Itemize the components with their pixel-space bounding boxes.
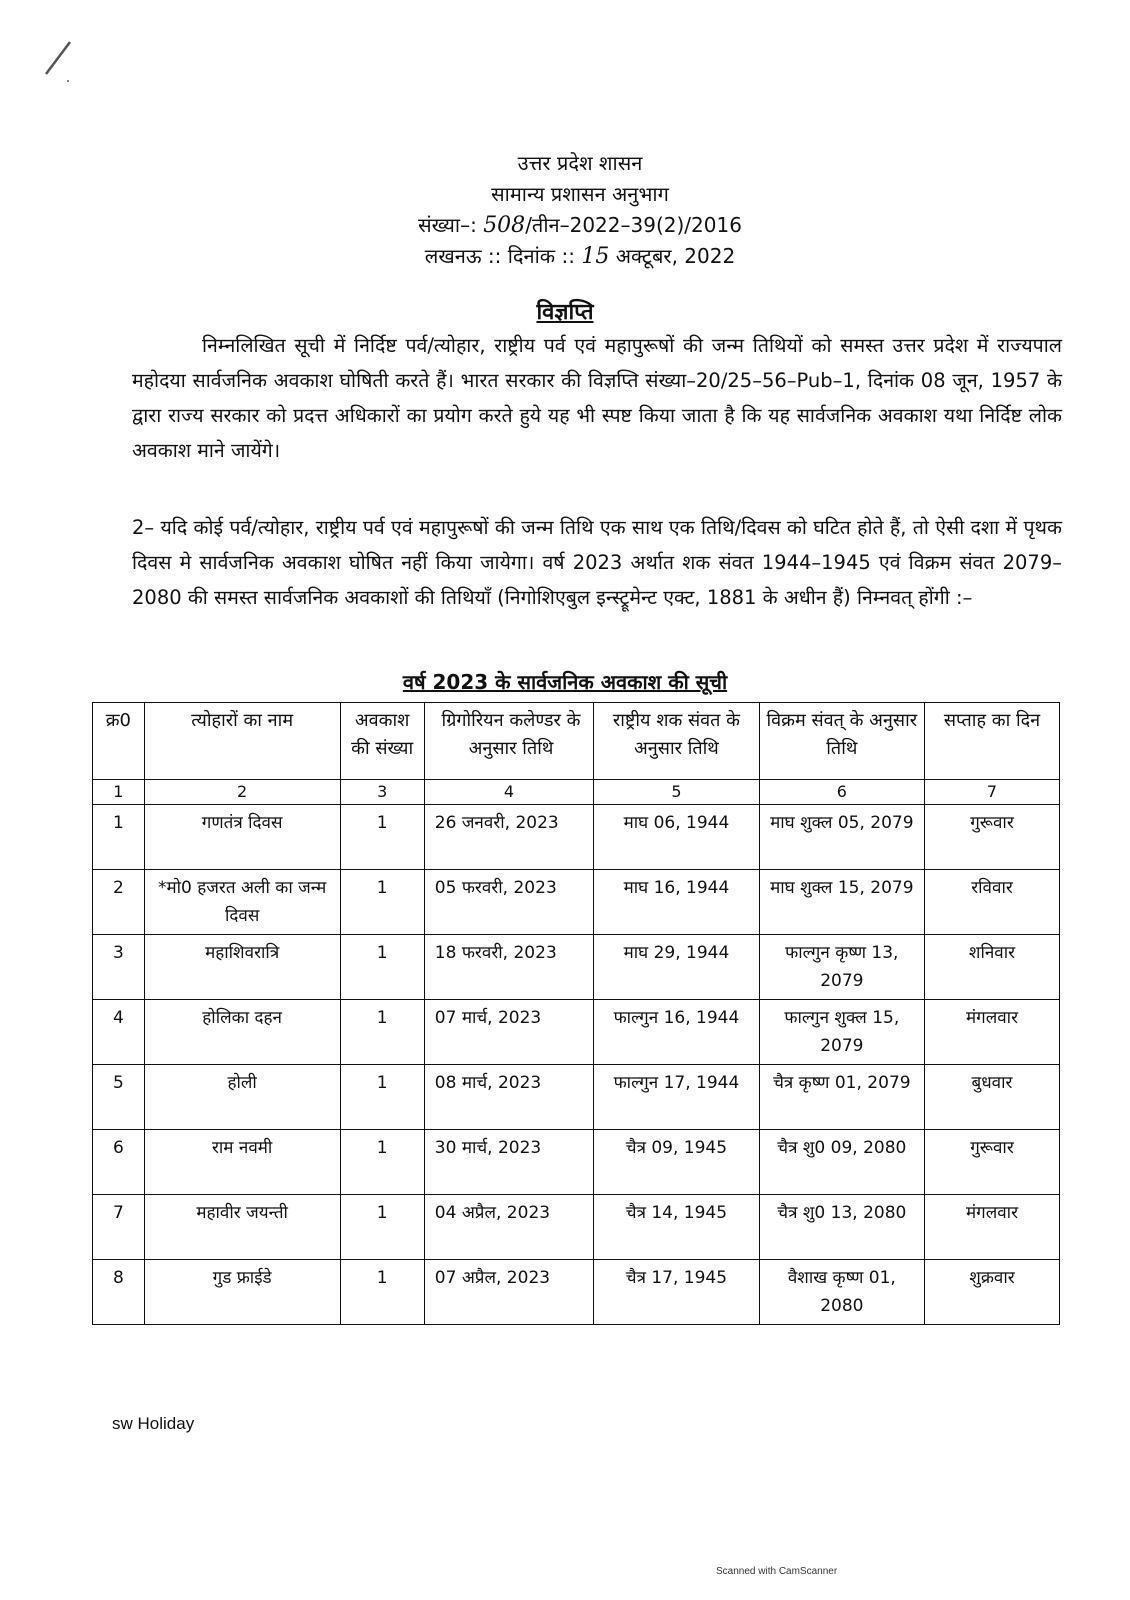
- cell-festival-name: गणतंत्र दिवस: [144, 805, 340, 870]
- cell-gregorian-date: 07 अप्रैल, 2023: [424, 1260, 593, 1325]
- cell-festival-name: गुड फ्राईडे: [144, 1260, 340, 1325]
- cell-festival-name: होलिका दहन: [144, 1000, 340, 1065]
- header-holiday-count: अवकाश की संख्या: [340, 703, 424, 780]
- cell-holiday-count: 1: [340, 935, 424, 1000]
- cell-serial: 6: [93, 1130, 145, 1195]
- table-header-row: [93, 703, 1060, 780]
- cell-weekday: मंगलवार: [925, 1195, 1060, 1260]
- cell-weekday: रविवार: [925, 870, 1060, 935]
- cell-serial: 3: [93, 935, 145, 1000]
- cell-festival-name: होली: [144, 1065, 340, 1130]
- header-serial: क्र0: [93, 703, 145, 780]
- cell-vikram-date: वैशाख कृष्ण 01, 2080: [759, 1260, 924, 1325]
- cell-gregorian-date: 30 मार्च, 2023: [424, 1130, 593, 1195]
- cell-serial: 4: [93, 1000, 145, 1065]
- cell-weekday: शनिवार: [925, 935, 1060, 1000]
- cell-weekday: गुरूवार: [925, 1130, 1060, 1195]
- cell-shaka-date: माघ 29, 1944: [594, 935, 759, 1000]
- cell-holiday-count: 1: [340, 1065, 424, 1130]
- cell-vikram-date: माघ शुक्ल 15, 2079: [759, 870, 924, 935]
- scanner-watermark: Scanned with CamScanner: [716, 1566, 838, 1577]
- table-row: [93, 870, 1060, 935]
- cell-weekday: बुधवार: [925, 1065, 1060, 1130]
- paragraph-2: 2– यदि कोई पर्व/त्योहार, राष्ट्रीय पर्व एवं महापुरूषों की जन्म तिथि एक साथ एक तिथि/दिवस को घटित होते हैं, तो ऐसी दशा में पृथक दिवस मे सार्वजनिक अवकाश घोषित नहीं किया जायेगा। वर्ष 2023 अर्थात शक संवत 1944–1945 एवं विक्रम संवत 2079–2080 की समस्त सार्वजनिक अवकाशों की तिथियाँ (निगोशिएबुल इन्स्ट्रूमेन्ट एक्ट, 1881 के अधीन हैं) निम्नवत् होंगी :–: [132, 516, 1062, 609]
- cell-serial: 2: [93, 870, 145, 935]
- cell-shaka-date: फाल्गुन 16, 1944: [594, 1000, 759, 1065]
- table-row: [93, 1260, 1060, 1325]
- cell-vikram-date: चैत्र शु0 09, 2080: [759, 1130, 924, 1195]
- cell-holiday-count: 1: [340, 1000, 424, 1065]
- government-name: उत्तर प्रदेश शासन: [517, 151, 643, 175]
- department-name: सामान्य प्रशासन अनुभाग: [491, 182, 669, 206]
- cell-vikram-date: फाल्गुन कृष्ण 13, 2079: [759, 935, 924, 1000]
- handwritten-ref-number: 508: [483, 213, 526, 238]
- cell-gregorian-date: 26 जनवरी, 2023: [424, 805, 593, 870]
- cell-vikram-date: चैत्र कृष्ण 01, 2079: [759, 1065, 924, 1130]
- holiday-table: [92, 702, 1060, 1325]
- cell-shaka-date: माघ 16, 1944: [594, 870, 759, 935]
- cell-holiday-count: 1: [340, 870, 424, 935]
- cell-gregorian-date: 04 अप्रैल, 2023: [424, 1195, 593, 1260]
- cell-vikram-date: माघ शुक्ल 05, 2079: [759, 805, 924, 870]
- cell-gregorian-date: 07 मार्च, 2023: [424, 1000, 593, 1065]
- cell-gregorian-date: 08 मार्च, 2023: [424, 1065, 593, 1130]
- notice-title: विज्ञप्ति: [536, 300, 594, 325]
- cell-vikram-date: फाल्गुन शुक्ल 15, 2079: [759, 1000, 924, 1065]
- cell-holiday-count: 1: [340, 1195, 424, 1260]
- column-number-row: 1 2 3 4 5 6 7: [93, 780, 1060, 805]
- cell-serial: 8: [93, 1260, 145, 1325]
- cell-shaka-date: चैत्र 17, 1945: [594, 1260, 759, 1325]
- cell-gregorian-date: 05 फरवरी, 2023: [424, 870, 593, 935]
- header-festival-name: त्योहारों का नाम: [144, 703, 340, 780]
- letter-header: [300, 148, 860, 272]
- cell-holiday-count: 1: [340, 1260, 424, 1325]
- cell-festival-name: राम नवमी: [144, 1130, 340, 1195]
- header-gregorian-date: ग्रिगोरियन कलेण्डर के अनुसार तिथि: [424, 703, 593, 780]
- cell-festival-name: महाशिवरात्रि: [144, 935, 340, 1000]
- cell-serial: 7: [93, 1195, 145, 1260]
- footer-note: sw Holiday: [112, 1414, 195, 1433]
- cell-festival-name: महावीर जयन्ती: [144, 1195, 340, 1260]
- header-weekday: सप्ताह का दिन: [925, 703, 1060, 780]
- paragraph-1: निम्नलिखित सूची में निर्दिष्ट पर्व/त्योहार, राष्ट्रीय पर्व एवं महापुरूषों की जन्म तिथियों को समस्त उत्तर प्रदेश में राज्यपाल महोदया सार्वजनिक अवकाश घोषिती करते हैं। भारत सरकार की विज्ञप्ति संख्या–20/25–56–Pub–1, दिनांक 08 जून, 1957 के द्वारा राज्य सरकार को प्रदत्त अधिकारों का प्रयोग करते हुये यह भी स्पष्ट किया जाता है कि यह सार्वजनिक अवकाश यथा निर्दिष्ट लोक अवकाश माने जायेंगे।: [132, 334, 1062, 462]
- cell-shaka-date: फाल्गुन 17, 1944: [594, 1065, 759, 1130]
- cell-weekday: गुरूवार: [925, 805, 1060, 870]
- pen-mark: [40, 38, 76, 82]
- holiday-list-title: वर्ष 2023 के सार्वजनिक अवकाश की सूची: [402, 670, 728, 694]
- reference-number: संख्या–: 508/तीन–2022–39(2)/2016: [418, 213, 742, 238]
- table-row: [93, 805, 1060, 870]
- letter-date: लखनऊ :: दिनांक :: 15 अक्टूबर, 2022: [424, 244, 736, 269]
- table-row: [93, 1000, 1060, 1065]
- cell-holiday-count: 1: [340, 1130, 424, 1195]
- handwritten-date-day: 15: [581, 244, 610, 269]
- table-row: [93, 1130, 1060, 1195]
- table-row: [93, 1195, 1060, 1260]
- cell-serial: 5: [93, 1065, 145, 1130]
- table-row: [93, 935, 1060, 1000]
- cell-weekday: मंगलवार: [925, 1000, 1060, 1065]
- cell-shaka-date: माघ 06, 1944: [594, 805, 759, 870]
- cell-shaka-date: चैत्र 14, 1945: [594, 1195, 759, 1260]
- cell-gregorian-date: 18 फरवरी, 2023: [424, 935, 593, 1000]
- table-row: [93, 1065, 1060, 1130]
- cell-weekday: शुक्रवार: [925, 1260, 1060, 1325]
- cell-holiday-count: 1: [340, 805, 424, 870]
- header-vikram-date: विक्रम संवत् के अनुसार तिथि: [759, 703, 924, 780]
- cell-festival-name: *मो0 हजरत अली का जन्म दिवस: [144, 870, 340, 935]
- header-shaka-date: राष्ट्रीय शक संवत के अनुसार तिथि: [594, 703, 759, 780]
- cell-vikram-date: चैत्र शु0 13, 2080: [759, 1195, 924, 1260]
- cell-serial: 1: [93, 805, 145, 870]
- cell-shaka-date: चैत्र 09, 1945: [594, 1130, 759, 1195]
